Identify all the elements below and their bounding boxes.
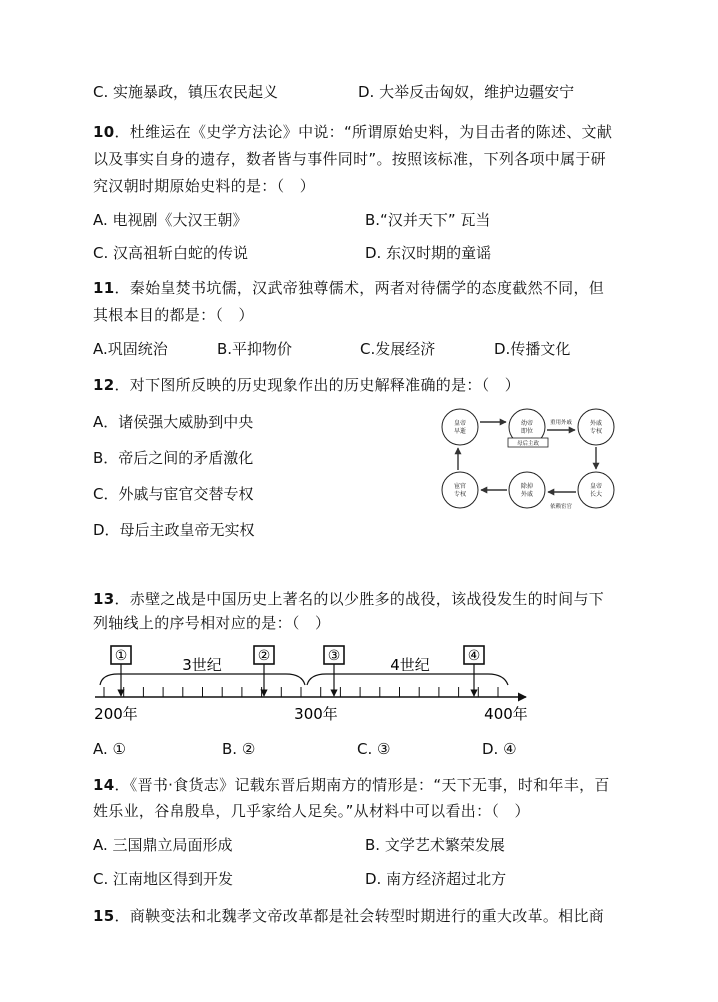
q10-option-d[interactable]: D. 东汉时期的童谣 <box>365 244 492 262</box>
n2-l2: 即位 <box>520 428 534 435</box>
q11-option-a[interactable]: A.巩固统治 <box>93 340 168 358</box>
q14-option-d[interactable]: D. 南方经济超过北方 <box>365 870 507 888</box>
q14-stem-line1 <box>93 774 610 795</box>
q14-stem-line2: 姓乐业，谷帛殷阜，几乎家给人足矣。”从材料中可以看出：（ ） <box>93 802 530 820</box>
q13-text-1: ．赤壁之战是中国历史上著名的以少胜多的战役，该战役发生的时间与下 <box>114 590 605 608</box>
n4-l2: 长大 <box>589 491 603 498</box>
q11-option-b[interactable]: B.平抑物价 <box>217 340 293 358</box>
q10-option-a[interactable]: A. 电视剧《大汉王朝》 <box>93 211 248 229</box>
n6-l2: 专权 <box>453 491 467 498</box>
tick-label-200: 200年 <box>94 705 138 723</box>
q15-number: 15 <box>93 907 115 925</box>
n1-l1: 皇帝 <box>453 420 467 427</box>
q10-text-1: ．杜维运在《史学方法论》中说：“所谓原始史料，为目击者的陈述、文献 <box>114 123 613 141</box>
tick-label-300: 300年 <box>294 705 338 723</box>
bracket-3rd-century <box>100 674 305 685</box>
q11-number: 11 <box>93 279 115 297</box>
q10-option-c[interactable]: C. 汉高祖斩白蛇的传说 <box>93 244 249 262</box>
marker-3: ③ <box>327 648 341 664</box>
q15-text-1: ．商鞅变法和北魏孝文帝改革都是社会转型时期进行的重大改革。相比商 <box>114 907 605 925</box>
q11-option-c[interactable]: C.发展经济 <box>360 340 436 358</box>
q10-stem-line3: 究汉朝时期原始史料的是：（ ） <box>93 177 316 195</box>
node-emperor-grown <box>578 472 614 508</box>
label-top: 重用外戚 <box>549 420 573 426</box>
q12-cycle-diagram <box>438 402 620 518</box>
q13-stem-line1 <box>93 588 604 609</box>
q14-option-b[interactable]: B. 文学艺术繁荣发展 <box>365 836 505 854</box>
century-label-4: 4世纪 <box>390 656 430 674</box>
q10-stem-line2: 以及事实自身的遗存，数者皆与事件同时”。按照该标准，下列各项中属于研 <box>93 150 606 168</box>
n4-l1: 皇帝 <box>589 483 603 490</box>
n3-l2: 专权 <box>589 428 603 435</box>
label-bottom: 依赖宦官 <box>549 504 573 510</box>
q12-text-1: ．对下图所反映的历史现象作出的历史解释准确的是：（ ） <box>114 376 521 394</box>
node-remove-consort <box>509 472 545 508</box>
n2-l1: 幼帝 <box>520 420 534 427</box>
q10-stem-line1 <box>93 121 612 142</box>
node-eunuch-power <box>442 472 478 508</box>
q13-number: 13 <box>93 590 115 608</box>
q14-number: 14 <box>93 776 115 794</box>
q14-option-c[interactable]: C. 江南地区得到开发 <box>93 870 234 888</box>
marker-2: ② <box>257 648 271 664</box>
node-emperor-early-death <box>442 409 478 445</box>
tick-label-400: 400年 <box>484 705 528 723</box>
q9-option-d[interactable]: D. 大举反击匈奴，维护边疆安宁 <box>358 83 575 101</box>
q15-stem-line1 <box>93 905 604 926</box>
q13-option-c[interactable]: C. ③ <box>357 740 391 758</box>
marker-1: ① <box>114 648 128 664</box>
century-label-3: 3世纪 <box>182 656 222 674</box>
q14-text-1: ．《晋书·食货志》记载东晋后期南方的情形是：“天下无事，时和年丰，百 <box>114 776 610 794</box>
q12-option-b[interactable]: B．帝后之间的矛盾激化 <box>93 449 254 467</box>
q12-option-a[interactable]: A．诸侯强大威胁到中央 <box>93 413 254 431</box>
q11-text-1: ．秦始皇焚书坑儒，汉武帝独尊儒术，两者对待儒学的态度截然不同，但 <box>114 279 605 297</box>
q11-option-d[interactable]: D.传播文化 <box>494 340 571 358</box>
q13-stem-line2: 列轴线上的序号相对应的是：（ ） <box>93 614 331 632</box>
q14-option-a[interactable]: A. 三国鼎立局面形成 <box>93 836 233 854</box>
n3-l1: 外戚 <box>589 420 603 427</box>
q13-timeline <box>90 640 540 724</box>
q13-option-b[interactable]: B. ② <box>222 740 256 758</box>
n6-l1: 宦官 <box>453 483 467 490</box>
q10-option-b[interactable]: B.“汉并天下” 瓦当 <box>365 211 491 229</box>
q9-option-c[interactable]: C. 实施暴政，镇压农民起义 <box>93 83 279 101</box>
n5-l2: 外戚 <box>520 491 534 498</box>
q12-option-d[interactable]: D．母后主政皇帝无实权 <box>93 521 255 539</box>
label-box: 母后主政 <box>516 441 540 447</box>
q12-stem-line1 <box>93 374 520 395</box>
q12-option-c[interactable]: C．外戚与宦官交替专权 <box>93 485 254 503</box>
n1-l2: 早逝 <box>453 428 467 435</box>
q12-number: 12 <box>93 376 115 394</box>
q13-option-d[interactable]: D. ④ <box>482 740 517 758</box>
bracket-4th-century <box>307 674 508 685</box>
marker-4: ④ <box>467 648 481 664</box>
q11-stem-line2: 其根本目的都是：（ ） <box>93 306 254 324</box>
node-consort-power <box>578 409 614 445</box>
n5-l1: 除掉 <box>520 483 534 490</box>
q11-stem-line1 <box>93 277 604 298</box>
q10-number: 10 <box>93 123 115 141</box>
q13-option-a[interactable]: A. ① <box>93 740 126 758</box>
